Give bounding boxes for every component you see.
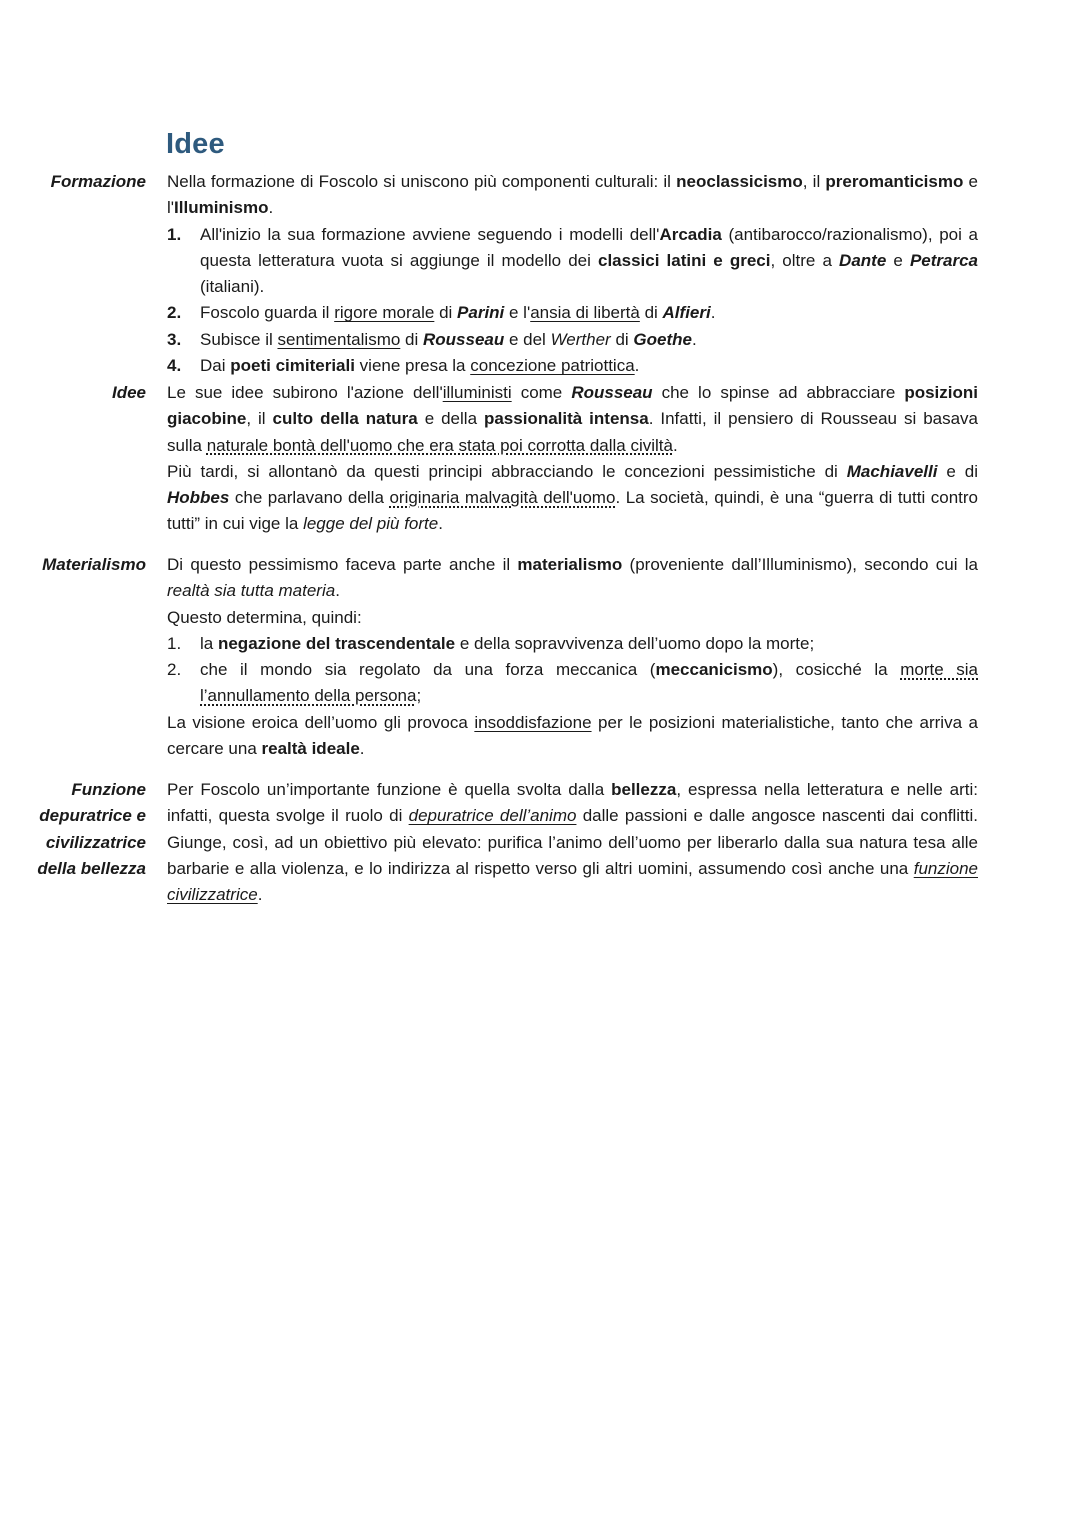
bold-term: meccanicismo [655, 660, 773, 680]
underlined-term: illuministi [442, 383, 512, 402]
bold-italic-term: Parini [457, 303, 505, 323]
text: , il [802, 172, 826, 191]
underlined-term: concezione patriottica [470, 356, 635, 376]
list-item [167, 327, 978, 353]
bold-term: materialismo [517, 555, 623, 574]
bold-italic-term: Hobbes [167, 488, 230, 508]
underlined-term: insoddisfazione [474, 712, 592, 732]
text: Foscolo guarda il [200, 303, 335, 323]
bold-term: bellezza [611, 780, 677, 799]
paragraph [167, 380, 978, 459]
numbered-list [167, 631, 978, 710]
text: viene presa la [354, 356, 471, 376]
text: La visione eroica dell’uomo gli provoca [167, 712, 475, 732]
text: e l' [167, 172, 978, 218]
bold-italic-term: Machiavelli [846, 461, 938, 481]
bold-italic-term: Alfieri [662, 303, 711, 323]
list-number: 2. [167, 303, 182, 323]
text: e della sopravvivenza dell’uomo dopo la morte; [455, 633, 815, 653]
page-title: Idee [166, 128, 225, 160]
text: che lo spinse ad abbracciare [652, 383, 905, 402]
bold-term: preromanticismo [825, 172, 964, 191]
bold-italic-term: Goethe [633, 329, 692, 349]
list-item [167, 222, 978, 301]
list-item [167, 657, 978, 710]
text: e [886, 250, 910, 270]
italic-term: legge del più forte [303, 514, 439, 534]
text: . [691, 329, 697, 349]
bold-italic-term: Rousseau [571, 383, 653, 402]
bold-term: passionalità intensa [483, 409, 649, 429]
numbered-list [167, 222, 978, 380]
text: come [511, 383, 572, 402]
label-line: Funzione [71, 780, 146, 799]
underlined-italic-term: depuratrice dell’animo [408, 806, 577, 826]
bold-term: Arcadia [659, 224, 722, 244]
text: . [710, 303, 716, 323]
text: Dai [200, 356, 231, 376]
text: , il [246, 409, 273, 429]
text: . Infatti, il pensiero di Rousseau si basava sulla [167, 409, 979, 455]
text: e l' [504, 303, 531, 323]
paragraph [167, 777, 978, 908]
text: e di [937, 461, 978, 481]
text: per le posizioni materialistiche, tanto che arriva a cercare una [167, 712, 978, 759]
bold-term: culto della natura [272, 409, 418, 429]
text: Più tardi, si allontanò da questi principi abbracciando le concezioni pessimistiche di [167, 461, 847, 481]
text: che il mondo sia regolato da una forza meccanica ( [200, 660, 656, 680]
text: . [335, 581, 340, 601]
text: (antibarocco/razionalismo), poi a questa letteratura vuota si aggiunge il modello dei [200, 224, 978, 270]
text: e del [504, 329, 551, 349]
text: (italiani). [200, 277, 265, 297]
bold-term: classici latini e greci [597, 250, 771, 270]
dotted-underlined-phrase: morte sia l’annullamento della persona [200, 660, 978, 706]
text: . La società, quindi, è una “guerra di tutti contro tutti” in cui vige la [167, 488, 978, 534]
section-label: Materialismo [42, 555, 146, 574]
text: . [268, 198, 274, 218]
text: (proveniente dall’Illuminismo), secondo cui la [622, 555, 979, 574]
underlined-term: sentimentalismo [277, 329, 401, 349]
text: di [610, 329, 634, 349]
bold-italic-term: Petrarca [909, 250, 978, 270]
section-label [16, 777, 146, 882]
paragraph [167, 169, 978, 222]
text: Nella formazione di Foscolo si uniscono più componenti culturali: il [167, 172, 677, 191]
bold-italic-term: Dante [839, 250, 887, 270]
dotted-underlined-phrase: originaria malvagità dell'uomo [389, 488, 616, 508]
underlined-italic-term: funzione civilizzatrice [167, 858, 978, 905]
text: ; [416, 686, 422, 706]
text: Le sue idee subirono l'azione dell' [167, 383, 443, 402]
bold-italic-term: Rousseau [423, 329, 505, 349]
text: . [672, 435, 678, 455]
text: di [639, 303, 663, 323]
text: che parlavano della [229, 488, 390, 508]
paragraph: Questo determina, quindi: [167, 607, 362, 627]
section-label: Idee [111, 383, 146, 402]
text: di [434, 303, 458, 323]
bold-term: Illuminismo [174, 198, 269, 218]
label-line: civilizzatrice [45, 832, 146, 852]
text: di [400, 329, 423, 349]
text: All'inizio la sua formazione avviene seguendo i modelli dell' [200, 224, 660, 244]
text: , oltre a [770, 250, 840, 270]
bold-term: realtà ideale [261, 739, 360, 759]
list-number: 1. [167, 633, 182, 653]
list-number: 1. [167, 224, 182, 244]
text: Subisce il [200, 329, 278, 349]
list-number: 2. [167, 660, 182, 680]
dotted-underlined-phrase: naturale bontà dell'uomo che era stata poi corrotta dalla civiltà [206, 435, 673, 455]
underlined-term: ansia di libertà [530, 303, 640, 323]
text: la [200, 633, 218, 653]
text: , espressa nella letteratura e nelle arti: infatti, questa svolge il ruolo di [167, 780, 978, 826]
list-item [167, 300, 978, 326]
list-number: 4. [167, 356, 182, 376]
text: . [634, 356, 640, 376]
text: Per Foscolo un’importante funzione è quella svolta dalla [167, 780, 612, 799]
list-number: 3. [167, 329, 182, 349]
section-body [167, 552, 978, 762]
paragraph [167, 552, 978, 605]
label-line: depuratrice e [39, 806, 146, 826]
paragraph [167, 459, 978, 538]
text: ), cosicché la [772, 660, 901, 680]
bold-term: negazione del trascendentale [217, 633, 456, 653]
list-item [167, 631, 978, 657]
underlined-term: rigore morale [334, 303, 435, 323]
italic-term: realtà sia tutta materia [167, 581, 336, 601]
section-label: Formazione [50, 172, 146, 191]
text: . [359, 739, 365, 759]
section-body [167, 380, 978, 538]
section-body [167, 777, 978, 908]
label-line: della bellezza [37, 858, 146, 878]
text: . [257, 885, 263, 905]
text: e della [417, 409, 484, 429]
text: . [438, 514, 443, 534]
bold-term: poeti cimiteriali [230, 356, 355, 376]
bold-term: neoclassicismo [676, 172, 803, 191]
paragraph [167, 710, 978, 763]
section-body [167, 169, 978, 379]
text: Di questo pessimismo faceva parte anche il [167, 555, 518, 574]
italic-term: Werther [550, 329, 611, 349]
bold-term: posizioni giacobine [167, 383, 978, 429]
text: dalle passioni e dalle angosce nascenti dai conflitti. Giunge, così, ad un obiettivo più elevato: purifica l’animo dell’uomo per liberarlo dalla sua natura tesa alle barbarie e alla violenza, e lo indirizza al rispetto verso gli altri uomini, assumendo così anche una [167, 806, 978, 878]
list-item [167, 353, 978, 379]
